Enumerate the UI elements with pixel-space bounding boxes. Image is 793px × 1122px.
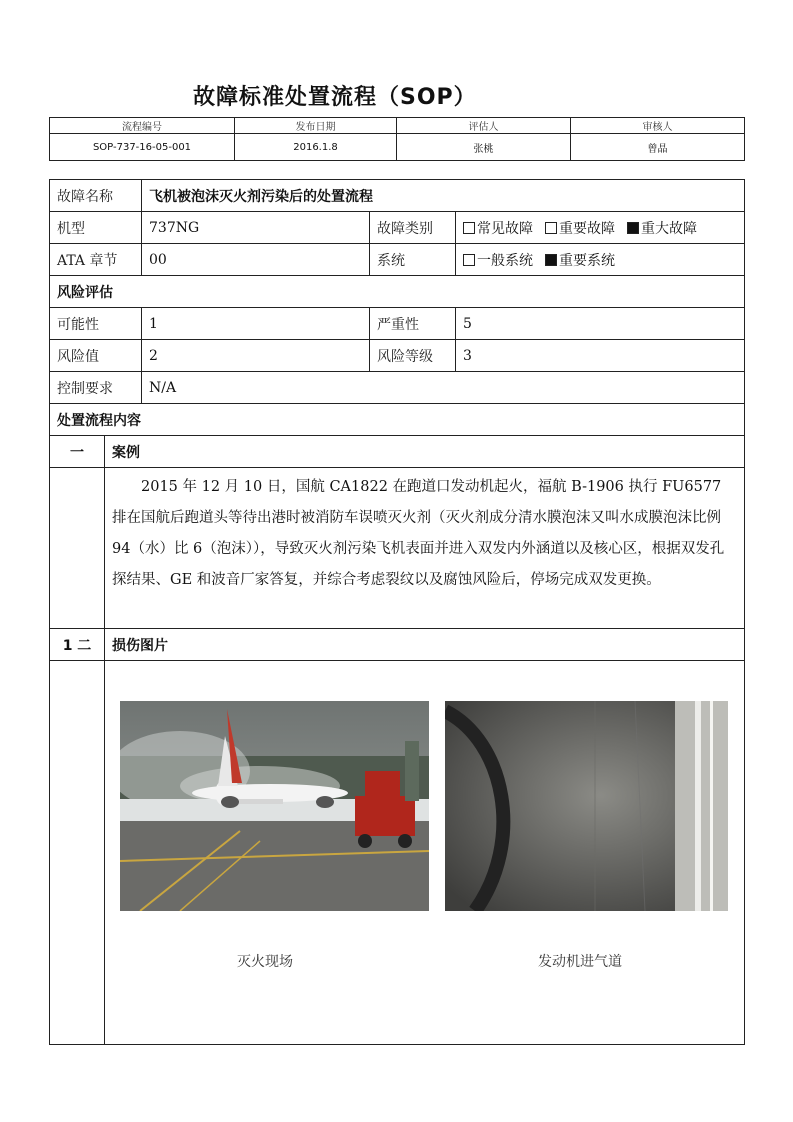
severity-value: 5 bbox=[456, 308, 745, 340]
risk-value-label: 风险值 bbox=[50, 340, 142, 372]
ata-value: 00 bbox=[142, 244, 370, 276]
fault-name-label: 故障名称 bbox=[50, 180, 142, 212]
damage-empty-cell bbox=[50, 661, 105, 1045]
case-number: 一 bbox=[50, 436, 105, 468]
control-value: N/A bbox=[142, 372, 745, 404]
damage-number: 1 二 bbox=[50, 629, 105, 661]
header-col-reviewer: 审核人 bbox=[571, 118, 745, 134]
fault-name-value: 飞机被泡沫灭火剂污染后的处置流程 bbox=[142, 180, 745, 212]
header-col-evaluator: 评估人 bbox=[397, 118, 571, 134]
damage-title: 损伤图片 bbox=[105, 629, 745, 661]
option-general-system[interactable]: 一般系统 bbox=[463, 253, 533, 269]
model-value: 737NG bbox=[142, 212, 370, 244]
category-label: 故障类别 bbox=[370, 212, 456, 244]
case-title: 案例 bbox=[105, 436, 745, 468]
possibility-label: 可能性 bbox=[50, 308, 142, 340]
option-major-fault[interactable]: 重大故障 bbox=[627, 221, 697, 237]
possibility-value: 1 bbox=[142, 308, 370, 340]
category-options bbox=[456, 212, 745, 244]
checkbox-icon[interactable] bbox=[545, 222, 557, 234]
header-val-reviewer: 曾晶 bbox=[571, 134, 745, 161]
case-text: 2015 年 12 月 10 日，国航 CA1822 在跑道口发动机起火，福航 B-1906 执行 FU6577 排在国航后跑道头等待出港时被消防车误喷灭火剂（灭火剂成分清水膜泡沫又叫水成膜泡沫比例 94（水）比 6（泡沫）），导致灭火剂污染飞机表面并进入双发内外涵道以及核心区，根据双发孔探结果、GE 和波音厂家答复，并综合考虑裂纹以及腐蚀风险后，停场完成双发更换。 bbox=[105, 468, 745, 629]
header-val-release-date: 2016.1.8 bbox=[235, 134, 397, 161]
checked-box-icon[interactable] bbox=[627, 222, 639, 234]
severity-label: 严重性 bbox=[370, 308, 456, 340]
header-val-evaluator: 张桃 bbox=[397, 134, 571, 161]
control-label: 控制要求 bbox=[50, 372, 142, 404]
main-table bbox=[49, 179, 745, 1045]
header-val-process-no: SOP-737-16-05-001 bbox=[50, 134, 235, 161]
fire-scene-photo bbox=[120, 701, 429, 911]
checkbox-icon[interactable] bbox=[463, 222, 475, 234]
header-col-release-date: 发布日期 bbox=[235, 118, 397, 134]
checked-box-icon[interactable] bbox=[545, 254, 557, 266]
model-label: 机型 bbox=[50, 212, 142, 244]
process-section-title: 处置流程内容 bbox=[50, 404, 745, 436]
option-important-system[interactable]: 重要系统 bbox=[545, 253, 615, 269]
option-important-fault[interactable]: 重要故障 bbox=[545, 221, 615, 237]
ata-label: ATA 章节 bbox=[50, 244, 142, 276]
system-label: 系统 bbox=[370, 244, 456, 276]
case-empty-cell bbox=[50, 468, 105, 629]
checkbox-icon[interactable] bbox=[463, 254, 475, 266]
document-title: 故障标准处置流程（SOP） bbox=[193, 85, 477, 110]
header-col-process-no: 流程编号 bbox=[50, 118, 235, 134]
risk-section-title: 风险评估 bbox=[50, 276, 745, 308]
system-options bbox=[456, 244, 745, 276]
damage-pictures-cell bbox=[105, 661, 745, 1045]
risk-level-value: 3 bbox=[456, 340, 745, 372]
risk-level-label: 风险等级 bbox=[370, 340, 456, 372]
engine-inlet-photo bbox=[445, 701, 728, 911]
header-table bbox=[49, 117, 745, 161]
caption-engine-inlet: 发动机进气道 bbox=[538, 954, 622, 970]
option-common-fault[interactable]: 常见故障 bbox=[463, 221, 533, 237]
caption-fire-scene: 灭火现场 bbox=[237, 954, 293, 970]
risk-value: 2 bbox=[142, 340, 370, 372]
